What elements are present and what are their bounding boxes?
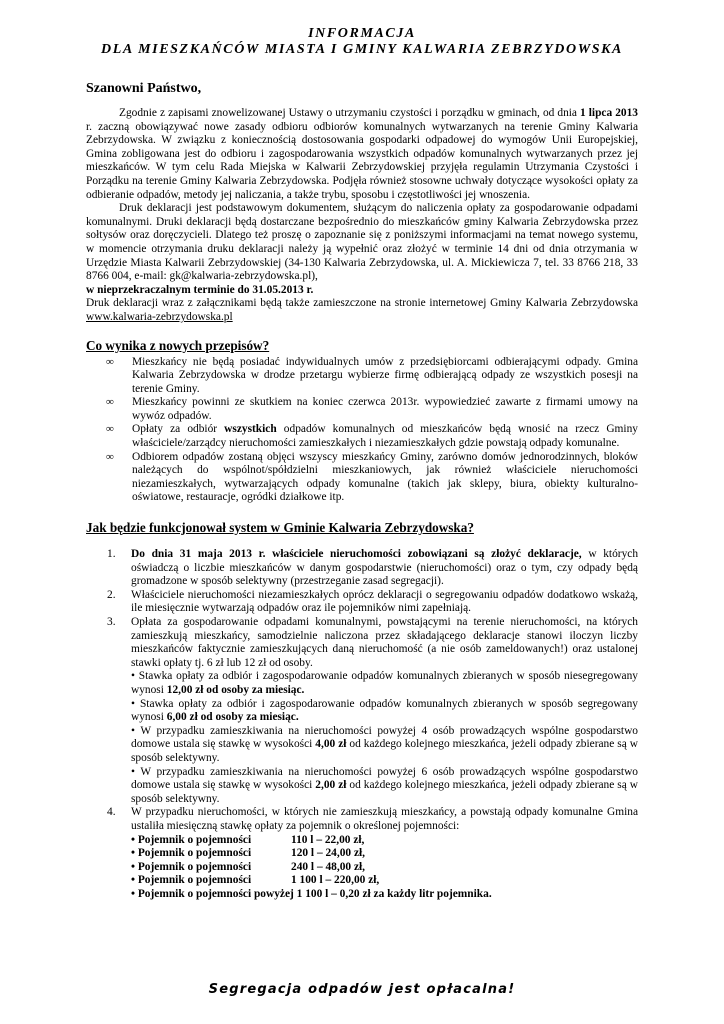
greeting: Szanowni Państwo, xyxy=(86,81,202,96)
list-item: ∞ Mieszkańcy powinni ze skutkiem na koniec czerwca 2013r. wypowiedzieć zawarte z firmami umowy na wywóz odpadów. xyxy=(106,396,638,422)
list-item: 2. Właściciele nieruchomości niezamieszkałych oprócz deklaracji o segregowaniu odpadów dodatkowo wskażą, ile miesięcznie wytwarzają odpadów oraz ile pojemników nimi zapełniają. xyxy=(107,588,638,615)
list-item: ∞ Mieszkańcy nie będą posiadać indywidualnych umów z przedsiębiorcami odbierającymi odpady. Gmina Kalwaria Zebrzydowska w drodze przetargu wybierze firmę odbierającą odpady ze wszystkich posesji na terenie Gminy. xyxy=(106,355,638,395)
infinity-bullet-icon: ∞ xyxy=(106,423,114,436)
section-heading-rules: Co wynika z nowych przepisów? xyxy=(86,337,270,353)
fee-row: • Pojemnik o pojemności 120 l – 24,00 zł, xyxy=(131,847,366,860)
intro-paragraph-2: Druk deklaracji jest podstawowym dokumentem, służącym do naliczenia opłaty za gospodarowanie odpadami komunalnymi. Druki deklaracji będą dostarczane bezpośrednio do mieszkańców gminy Kalwaria Zebrzydowska przez sołtysów oraz doręczycieli. Dlatego też proszę o zapoznanie się z poniższymi informacjami na temat nowego systemu, w momencie otrzymania druku deklaracji należy ją wypełnić oraz złożyć w terminie 14 dni od dnia otrzymania w Urzędzie Miasta Kalwarii Zebrzydowskiej (34-130 Kalwaria Zebrzydowska, ul. A. Mickiewicza 7, tel. 33 8766 218, 33 8766 004, e-mail: gk@kalwaria-zebrzydowska.pl), w nieprzekraczalnym terminie do 31.05.2013 r. xyxy=(86,202,638,296)
rate-unsegregated: • Stawka opłaty za odbiór i zagospodarowanie odpadów komunalnych zbieranych w sposób niesegregowany wynosi 12,00 zł od osoby za miesiąc. xyxy=(131,670,638,696)
rules-list xyxy=(86,356,638,506)
deadline-text: w nieprzekraczalnym terminie do 31.05.2013 r. xyxy=(86,283,314,296)
infinity-bullet-icon: ∞ xyxy=(106,450,114,463)
infinity-bullet-icon: ∞ xyxy=(106,355,114,368)
fee-row: • Pojemnik o pojemności 240 l – 48,00 zł, xyxy=(131,860,366,873)
intro-paragraph-3: Druk deklaracji wraz z załącznikami będą także zamieszczone na stronie internetowej Gminy Kalwaria Zebrzydowska www.kalwaria-zebrzydowska.pl xyxy=(86,297,638,323)
fee-row: • Pojemnik o pojemności 1 100 l – 220,00 zł, xyxy=(131,874,380,887)
intro-paragraph-1: Zgodnie z zapisami znowelizowanej Ustawy o utrzymaniu czystości i porządku w gminach, od dnia 1 lipca 2013 r. zaczną obowiązywać nowe zasady odbioru odbiorów komunalnych wytwarzanych na terenie Gminy Kalwaria Zebrzydowska. W związku z koniecznością dostosowania gospodarki odpadowej do wymogów Unii Europejskiej, Gmina zobligowana jest do odbioru i zagospodarowania wszystkich odpadów komunalnych wytwarzanych przez jej mieszkańców. W tym celu Rada Miejska w Kalwarii Zebrzydowskiej przyjęła regulamin Utrzymania Czystości i Porządku na terenie Gminy Kalwaria Zebrzydowska. Podjęła również stosowne uchwały dotyczące wysokości opłaty za odbieranie odpadów, metody jej naliczania, a także trybu, sposobu i częstotliwości jej wnoszenia. xyxy=(86,107,639,201)
list-item: ∞ Odbiorem odpadów zostaną objęci wszyscy mieszkańcy Gminy, zarówno domów jednorodzinnych, bloków należących do wspólnot/spółdzielni mieszkaniowych, jak również właściciele nieruchomości niezamieszkałych, wytwarzających odpady komunalne (takich jak sklepy, biura, obiekty kulturalno-oświatowe, restauracje, ogródki działkowe itp. xyxy=(106,450,638,504)
document-page xyxy=(86,26,638,901)
list-item: 4. W przypadku nieruchomości, w których nie zamieszkują mieszkańcy, a powstają odpady komunalne Gmina ustaliła miesięczną stawkę opłaty za pojemnik o określonej pojemności: • Pojemnik o pojemności 110 l – 22,00 zł, • Pojemnik o pojemności 120 l – 24,00 zł, • Pojemnik o pojemności 240 l – 48,00 zł, • Pojemnik o pojemności 1 100 l – 220,00 zł, • Pojemnik o pojemności powyżej 1 100 l – 0,20 zł za każdy litr pojemnika. xyxy=(107,806,638,900)
rate-above-4: • W przypadku zamieszkiwania na nieruchomości powyżej 4 osób prowadzących wspólne gospodarstwo domowe ustala się stawkę w wysokości 4,00 zł od każdego kolejnego mieszkańca, jeżeli odpady zbierane są w sposób selektywny. xyxy=(131,724,638,764)
document-title xyxy=(86,26,638,58)
list-item: ∞ Opłaty za odbiór wszystkich odpadów komunalnych od mieszkańców będą wnosić na rzecz Gminy właściciele/zarządcy nieruchomości zamieszkałych i niezamieszkałych gdzie powstają odpady komunalne. xyxy=(106,423,638,450)
fee-row-last: • Pojemnik o pojemności powyżej 1 100 l – 0,20 zł za każdy litr pojemnika. xyxy=(131,887,492,900)
list-item: 3. Opłata za gospodarowanie odpadami komunalnymi, powstającymi na terenie nieruchomości, na których zamieszkują mieszkańcy, samodzielnie naliczona przez składającego deklaracje stanowi iloczyn liczby mieszkańców faktycznie zamieszkujących daną nieruchomość (a nie osób zameldowanych!) oraz ustalonej stawki opłaty tj. 6 zł lub 12 zł od osoby. • Stawka opłaty za odbiór i zagospodarowanie odpadów komunalnych zbieranych w sposób niesegregowany wynosi 12,00 zł od osoby za miesiąc. • Stawka opłaty za odbiór i zagospodarowanie odpadów komunalnych zbieranych w sposób segregowany wynosi 6,00 zł od osoby za miesiąc. • W przypadku zamieszkiwania na nieruchomości powyżej 4 osób prowadzących wspólne gospodarstwo domowe ustala się stawkę w wysokości 4,00 zł od każdego kolejnego mieszkańca, jeżeli odpady zbierane są w sposób selektywny. • W przypadku zamieszkiwania na nieruchomości powyżej 6 osób prowadzących wspólne gospodarstwo domowe ustala się stawkę w wysokości 2,00 zł od każdego kolejnego mieszkańca, jeżeli odpady zbierane są w sposób selektywny. xyxy=(107,616,638,805)
rate-above-6: • W przypadku zamieszkiwania na nieruchomości powyżej 6 osób prowadzących wspólne gospodarstwo domowe ustala się stawkę w wysokości 2,00 zł od każdego kolejnego mieszkańca, jeżeli odpady zbierane są w sposób selektywny. xyxy=(131,765,638,805)
rate-segregated: • Stawka opłaty za odbiór i zagospodarowanie odpadów komunalnych zbieranych w sposób segregowany wynosi 6,00 zł od osoby za miesiąc. xyxy=(131,697,638,724)
list-item: 1. Do dnia 31 maja 2013 r. właściciele nieruchomości zobowiązani są złożyć deklaracje, w których oświadczą o liczbie mieszkańców w danym gospodarstwie (nieruchomości) oraz o tym, czy odpady będą gromadzone w sposób selektywny (przestrzeganie zasad segregacji). xyxy=(107,548,639,588)
title-line-2: DLA MIESZKAŃCÓW MIASTA I GMINY KALWARIA ZEBRZYDOWSKA xyxy=(101,42,623,57)
website-link[interactable]: www.kalwaria-zebrzydowska.pl xyxy=(86,310,233,323)
fee-row: • Pojemnik o pojemności 110 l – 22,00 zł, xyxy=(131,833,365,846)
section-heading-system: Jak będzie funkcjonował system w Gminie Kalwaria Zebrzydowska? xyxy=(86,520,474,536)
footer-slogan: Segregacja odpadów jest opłacalna! xyxy=(208,982,516,997)
system-list xyxy=(86,548,638,901)
title-line-1: INFORMACJA xyxy=(308,26,416,41)
infinity-bullet-icon: ∞ xyxy=(106,396,114,409)
